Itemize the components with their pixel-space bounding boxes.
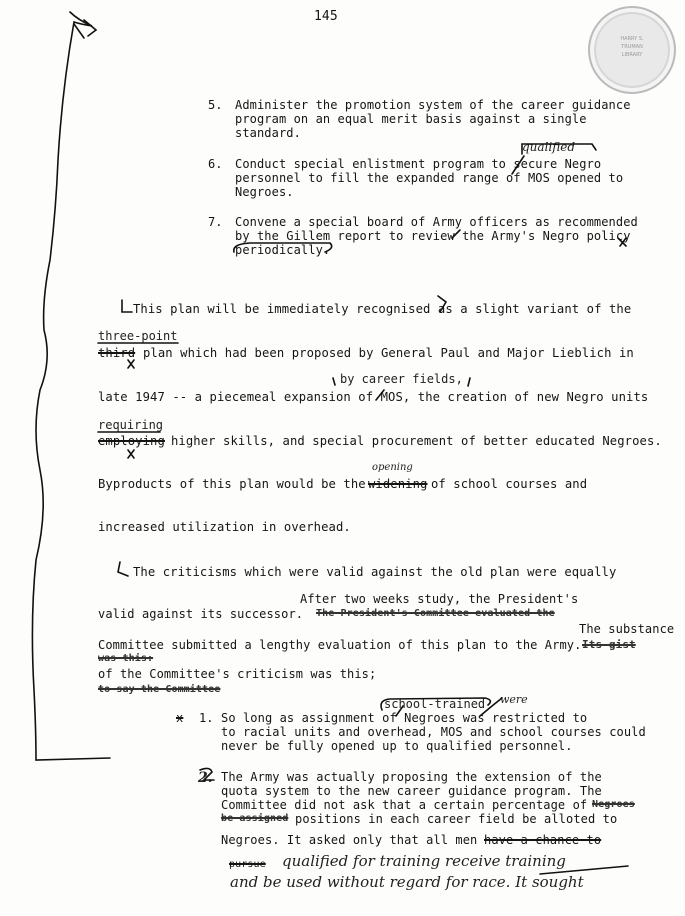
paragraph-line: valid against its successor. <box>98 607 304 621</box>
point-line: to racial units and overhead, MOS and school courses could <box>221 725 646 739</box>
struck-word: widening <box>368 477 428 491</box>
paragraph-line: of school courses and <box>431 477 588 491</box>
handwritten-line: qualified for training receive training <box>282 852 566 870</box>
point-line: The Army was actually proposing the extension of the <box>221 770 602 784</box>
struck-phrase: have a chance to <box>484 833 602 847</box>
paragraph-line: late 1947 -- a piecemeal expansion of MOS, the creation of new Negro units <box>98 390 649 404</box>
handwritten-insert: qualified <box>522 140 576 154</box>
paragraph-line: of the Committee's criticism was this; <box>98 667 377 681</box>
handwritten-insert: by career fields, <box>340 372 463 386</box>
archive-stamp <box>588 6 676 94</box>
point-line: Negroes. It asked only that all men <box>221 833 478 847</box>
struck-phrase: to say the Committee <box>98 684 221 695</box>
page-number: 145 <box>314 9 338 24</box>
handwritten-insert: school-trained <box>384 697 486 711</box>
struck-word: was this: <box>98 653 154 664</box>
paragraph-line: increased utilization in overhead. <box>98 520 351 534</box>
paragraph-line: The criticisms which were valid against the old plan were equally <box>133 565 617 579</box>
struck-word: be assigned <box>221 813 289 824</box>
struck-phrase: The President's Committee evaluated the <box>316 608 555 619</box>
struck-word: Negroes <box>592 799 635 810</box>
list-item-number: 5. <box>208 98 223 112</box>
handwritten-line: and be used without regard for race. It sought <box>230 873 584 891</box>
point-line: never be fully opened up to qualified personnel. <box>221 739 573 753</box>
list-item-line: Administer the promotion system of the career guidance <box>235 98 631 112</box>
handwritten-insert: were <box>500 693 528 706</box>
list-item-number: 7. <box>208 215 223 229</box>
list-item-line: by the Gillem report to review the Army's Negro policy <box>235 229 631 243</box>
paragraph-line: plan which had been proposed by General Paul and Major Lieblich in <box>143 346 634 360</box>
list-item-line: personnel to fill the expanded range of MOS opened to <box>235 171 624 185</box>
list-item-line: standard. <box>235 126 301 140</box>
struck-word: Its gist <box>582 638 636 651</box>
paragraph-line: Byproducts of this plan would be the <box>98 477 366 491</box>
point-number: 1. <box>199 711 214 725</box>
typed-insert: After two weeks study, the President's <box>300 592 579 606</box>
list-item-line: periodically. <box>235 243 331 257</box>
list-item-number: 6. <box>208 157 223 171</box>
point-line: So long as assignment of Negroes was restricted to <box>221 711 588 725</box>
typed-insert: The substance <box>579 622 675 636</box>
struck-word: employing <box>98 434 165 448</box>
paragraph-line: This plan will be immediately recognised as a slight variant of the <box>133 302 632 316</box>
point-line: positions in each career field be alloted to <box>295 812 618 826</box>
handwritten-insert: three-point <box>98 329 178 343</box>
list-item-line: program on an equal merit basis against a single <box>235 112 587 126</box>
handwritten-insert: requiring <box>98 418 164 432</box>
point-line: Committee did not ask that a certain percentage of <box>221 798 588 812</box>
paragraph-line: higher skills, and special procurement of better educated Negroes. <box>171 434 662 448</box>
point-number: 2. <box>198 770 213 786</box>
stamp-line: TRUMAN <box>621 44 643 50</box>
handwritten-insert: opening <box>372 462 413 473</box>
struck-word: third <box>98 346 136 360</box>
list-item-line: Convene a special board of Army officers as recommended <box>235 215 638 229</box>
struck-word: pursue <box>229 859 266 870</box>
list-item-line: Negroes. <box>235 185 294 199</box>
paragraph-line: Committee submitted a lengthy evaluation of this plan to the Army. <box>98 638 582 652</box>
list-item-line: Conduct special enlistment program to secure Negro <box>235 157 602 171</box>
stamp-line: HARRY S. <box>620 36 644 42</box>
struck-marker: x <box>176 711 184 725</box>
stamp-line: LIBRARY <box>621 52 643 58</box>
point-line: quota system to the new career guidance program. The <box>221 784 602 798</box>
